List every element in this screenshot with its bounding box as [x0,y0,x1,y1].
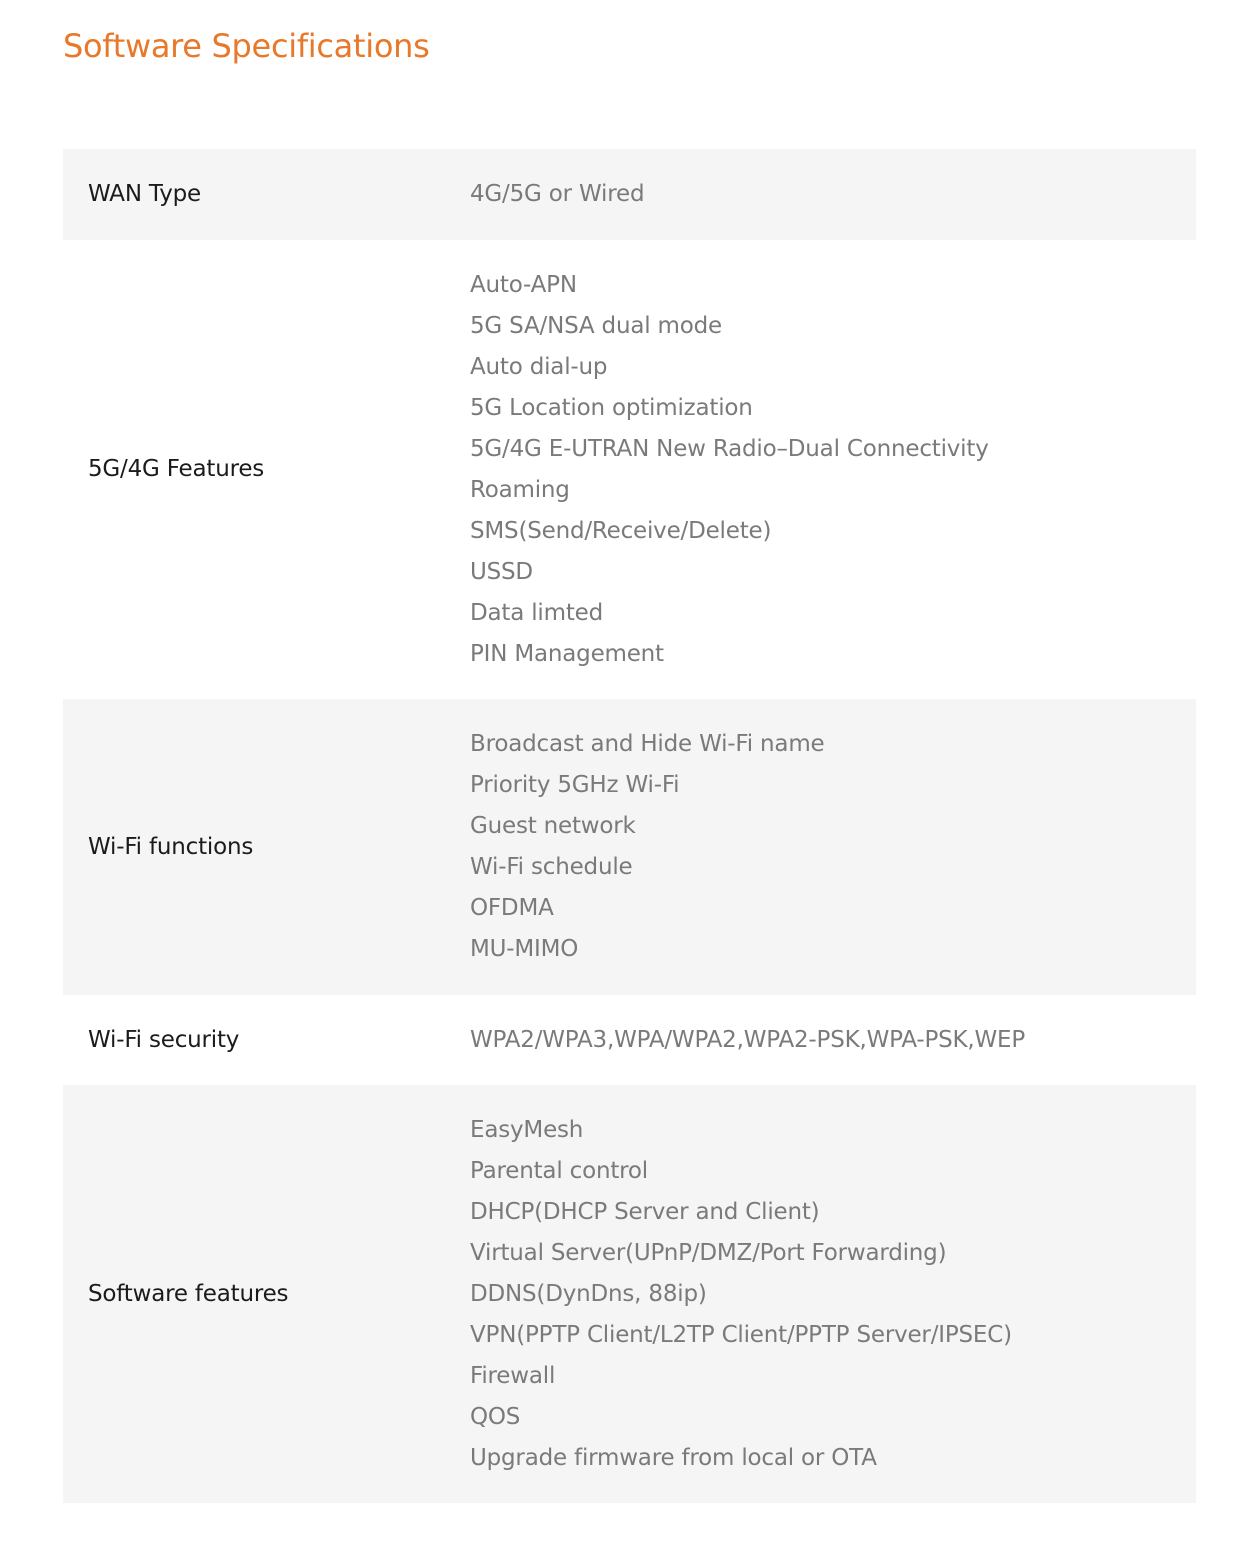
spec-value: Wi-Fi schedule [470,854,633,880]
spec-row-software-features [63,1085,1196,1503]
spec-value: Roaming [470,476,570,503]
spec-value: VPN(PPTP Client/L2TP Client/PPTP Server/IPSEC) [470,1321,1012,1348]
spec-label: Software features [88,1280,289,1307]
spec-values [470,1020,1171,1061]
spec-value: Auto-APN [470,271,577,298]
spec-row-5g-4g-features [63,240,1196,699]
spec-value: Upgrade firmware from local or OTA [470,1444,877,1471]
spec-value: PIN Management [470,640,664,667]
spec-value: Broadcast and Hide Wi-Fi name [470,731,825,757]
spec-value: WPA2/WPA3,WPA/WPA2,WPA2-PSK,WPA-PSK,WEP [470,1026,1026,1053]
spec-table [63,149,1196,1503]
spec-value: 5G SA/NSA dual mode [470,312,722,339]
spec-label: Wi-Fi security [88,1026,240,1053]
spec-value: Virtual Server(UPnP/DMZ/Port Forwarding) [470,1239,947,1266]
spec-value: OFDMA [470,895,554,921]
spec-row-wan-type [63,149,1196,240]
spec-value: SMS(Send/Receive/Delete) [470,517,772,544]
spec-values [470,174,1171,215]
spec-value: MU-MIMO [470,936,579,962]
spec-value: Firewall [470,1362,556,1389]
spec-row-wifi-functions [63,699,1196,995]
spec-value: Guest network [470,813,636,839]
spec-values [470,724,1171,970]
spec-row-wifi-security [63,995,1196,1085]
spec-value: Auto dial-up [470,353,608,380]
spec-values [470,265,1171,675]
spec-label: WAN Type [88,181,201,207]
spec-value: Data limted [470,599,603,626]
spec-value: DHCP(DHCP Server and Client) [470,1198,820,1225]
spec-value: EasyMesh [470,1116,584,1143]
spec-value: DDNS(DynDns, 88ip) [470,1280,707,1307]
spec-values [470,1110,1171,1479]
spec-label: Wi-Fi functions [88,833,254,860]
spec-value: 5G/4G E-UTRAN New Radio–Dual Connectivity [470,435,989,462]
spec-value: 4G/5G or Wired [470,181,645,207]
spec-value: Parental control [470,1157,648,1184]
spec-value: QOS [470,1403,521,1430]
spec-value: 5G Location optimization [470,394,753,421]
spec-value: USSD [470,558,533,585]
spec-label: 5G/4G Features [88,456,265,482]
page-title: Software Specifications [63,27,430,65]
spec-value: Priority 5GHz Wi-Fi [470,772,680,798]
